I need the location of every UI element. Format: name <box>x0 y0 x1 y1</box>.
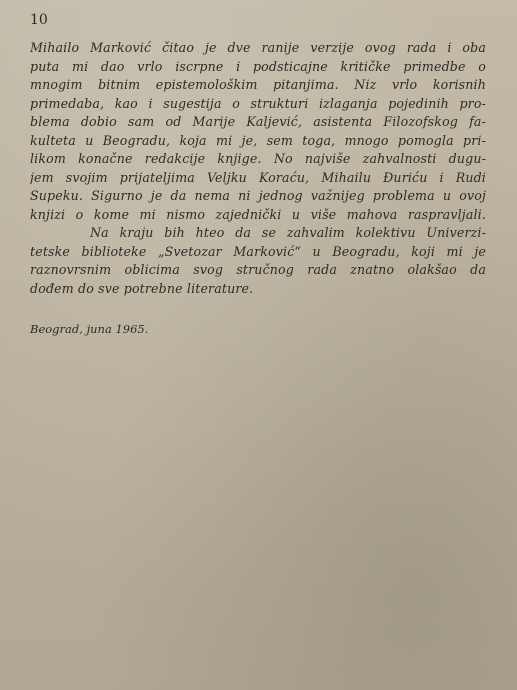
text-line: blema dobio sam od Marije Kaljević, asistenta Filozofskog fa- <box>30 114 486 129</box>
paragraph <box>30 39 486 224</box>
dateline: Beograd, juna 1965. <box>30 322 149 336</box>
text-line: kulteta u Beogradu, koja mi je, sem toga, mnogo pomogla pri- <box>30 132 486 148</box>
text-line: Na kraju bih hteo da se zahvalim kolektivu Univerzi- <box>90 225 486 240</box>
text-line: Mihailo Marković čitao je dve ranije verzije ovog rada i oba <box>30 40 486 55</box>
text-line: primedaba, kao i sugestija o strukturi izlaganja pojedinih pro- <box>30 95 486 111</box>
text-line: Supeku. Sigurno je da nema ni jednog važnijeg problema u ovoj <box>30 188 486 203</box>
text-line: jem svojim prijateljima Veljku Koraću, Mihailu Đuriću i Rudi <box>30 169 486 185</box>
paragraph <box>30 224 486 298</box>
body-text <box>30 39 486 298</box>
text-line: likom konačne redakcije knjige. No najviše zahvalnosti dugu- <box>30 151 486 166</box>
text-line: puta mi dao vrlo iscrpne i podsticajne kritičke primedbe o <box>30 58 486 74</box>
text-line: knjizi o kome mi nismo zajednički u više mahova raspravljali. <box>30 206 486 222</box>
text-line: mnogim bitnim epistemološkim pitanjima. Niz vrlo korisnih <box>30 77 486 92</box>
page-number: 10 <box>30 12 48 28</box>
text-line: tetske biblioteke „Svetozar Marković“ u Beogradu, koji mi je <box>30 243 486 259</box>
text-line: raznovrsnim oblicima svog stručnog rada znatno olakšao da <box>30 262 486 277</box>
text-line: dođem do sve potrebne literature. <box>30 280 254 296</box>
